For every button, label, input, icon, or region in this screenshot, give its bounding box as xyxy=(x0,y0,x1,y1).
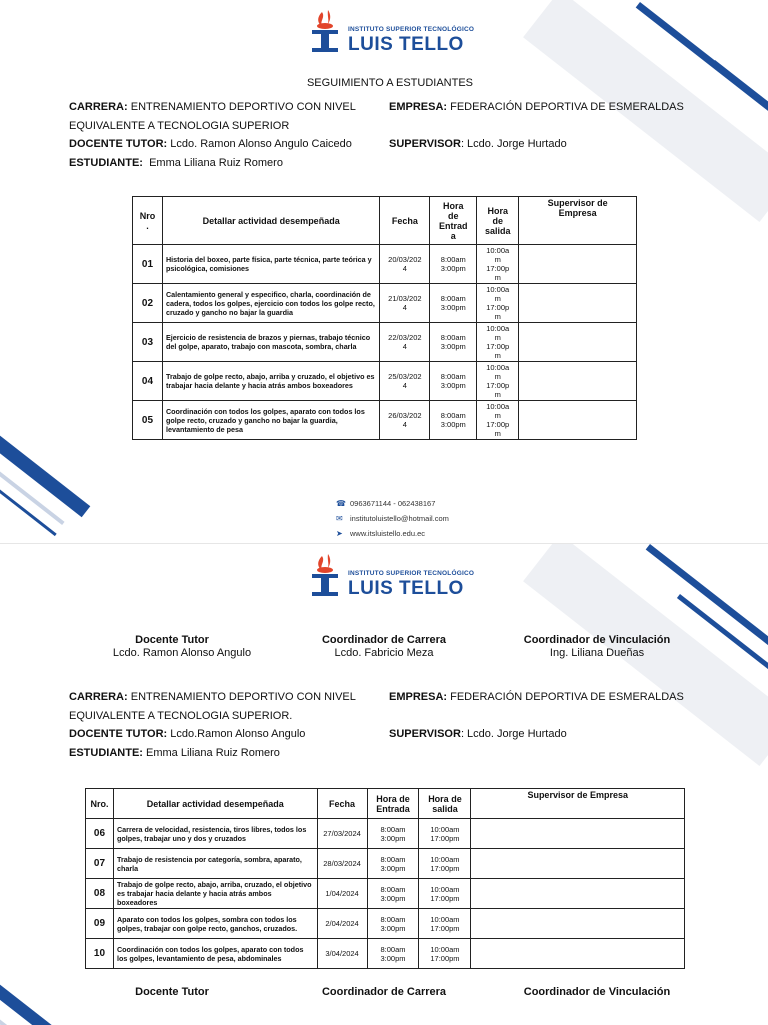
decor-stripe xyxy=(0,969,75,1025)
student-info-left xyxy=(69,98,389,172)
cell-supervisor-signature xyxy=(471,909,685,939)
cell-fecha: 22/03/202 4 xyxy=(380,323,430,362)
cell-salida: 10:00am 17:00pm xyxy=(419,819,471,849)
contact-phone: 0963671144 - 062438167 xyxy=(350,499,436,508)
cell-salida: 10:00a m 17:00p m xyxy=(477,401,519,440)
cell-supervisor-signature xyxy=(471,819,685,849)
activity-table-2 xyxy=(85,788,685,969)
carrera-value: ENTRENAMIENTO DEPORTIVO CON NIVEL xyxy=(130,691,356,703)
table-header-cell: Nro. xyxy=(86,789,114,819)
cell-supervisor-signature xyxy=(471,939,685,969)
empresa-value: FEDERACIÓN DEPORTIVA DE ESMERALDAS xyxy=(450,101,684,113)
table-header-cell: Hora de salida xyxy=(477,197,519,245)
cell-entrada: 8:00am 3:00pm xyxy=(367,909,419,939)
estudiante-label: ESTUDIANTE: xyxy=(69,746,143,759)
cell-entrada: 8:00am 3:00pm xyxy=(367,939,419,969)
cell-nro: 02 xyxy=(133,284,163,323)
table-row xyxy=(133,323,637,362)
table-row xyxy=(133,401,637,440)
cell-nro: 03 xyxy=(133,323,163,362)
table-header-cell: Hora de Entrada xyxy=(367,789,419,819)
contact-block xyxy=(336,496,449,541)
cell-supervisor-signature xyxy=(519,245,637,284)
cell-supervisor-signature xyxy=(519,401,637,440)
torch-icon xyxy=(308,8,344,54)
cell-supervisor-signature xyxy=(519,362,637,401)
signature-coordinador-carrera xyxy=(304,634,464,660)
cell-entrada: 8:00am 3:00pm xyxy=(430,323,477,362)
cell-act: Trabajo de resistencia por categoría, sombra, aparato, charla xyxy=(113,849,317,879)
supervisor-label: SUPERVISOR xyxy=(389,728,461,740)
sig-name: Lcdo. Fabricio Meza xyxy=(334,647,434,659)
cursor-icon: ➤ xyxy=(336,529,343,538)
carrera-label: CARRERA: xyxy=(69,691,128,703)
institution-logo xyxy=(308,552,474,598)
cell-fecha: 2/04/2024 xyxy=(317,909,367,939)
table-row xyxy=(86,819,685,849)
table-header-cell: Detallar actividad desempeñada xyxy=(162,197,379,245)
cell-fecha: 26/03/202 4 xyxy=(380,401,430,440)
cell-salida: 10:00a m 17:00p m xyxy=(477,362,519,401)
estudiante-label: ESTUDIANTE: xyxy=(69,156,143,169)
sig-title: Coordinador de Vinculación xyxy=(523,634,671,646)
cell-act: Coordinación con todos los golpes, aparato con todos los golpes, levantamiento de pesa, abdominales xyxy=(113,939,317,969)
table-row xyxy=(86,849,685,879)
docente-value: Lcdo. Ramon Alonso Angulo Caicedo xyxy=(170,138,352,150)
carrera-value-line2: EQUIVALENTE A TECNOLOGIA SUPERIOR. xyxy=(69,709,293,722)
carrera-label: CARRERA: xyxy=(69,101,128,113)
sig-title: Docente Tutor xyxy=(135,634,209,646)
signature-coordinador-vinculacion xyxy=(507,634,687,660)
table-header-cell: Fecha xyxy=(380,197,430,245)
carrera-value: ENTRENAMIENTO DEPORTIVO CON NIVEL xyxy=(130,101,356,113)
estudiante-value: Emma Liliana Ruiz Romero xyxy=(146,746,280,759)
document-page-2 xyxy=(0,543,768,1025)
cell-salida: 10:00a m 17:00p m xyxy=(477,323,519,362)
student-info-left xyxy=(69,688,389,762)
cell-act: Historia del boxeo, parte física, parte técnica, parte teórica y psicológica, comisiones xyxy=(162,245,379,284)
cell-nro: 08 xyxy=(86,879,114,909)
contact-web[interactable]: www.itsluistello.edu.ec xyxy=(350,529,426,538)
supervisor-label: SUPERVISOR xyxy=(389,138,461,150)
empresa-label: EMPRESA: xyxy=(389,101,448,113)
sig-name: Lcdo. Ramon Alonso Angulo xyxy=(112,647,252,659)
table-header-cell: Detallar actividad desempeñada xyxy=(113,789,317,819)
activity-table-1 xyxy=(132,196,637,440)
cell-act: Calentamiento general y especifico, charla, coordinación de cadera, todos los golpes, ejercicio con todos los golpe recto, cruzado y gancho no bajar la guardia xyxy=(162,284,379,323)
cell-salida: 10:00am 17:00pm xyxy=(419,939,471,969)
docente-label: DOCENTE TUTOR: xyxy=(69,138,168,150)
email-icon: ✉ xyxy=(336,514,343,523)
table-header-cell: Supervisor de Empresa xyxy=(519,197,637,245)
cell-fecha: 25/03/202 4 xyxy=(380,362,430,401)
supervisor-value: : Lcdo. Jorge Hurtado xyxy=(460,138,567,150)
table-row xyxy=(133,245,637,284)
table-row xyxy=(86,909,685,939)
estudiante-value: Emma Liliana Ruiz Romero xyxy=(149,156,283,169)
contact-email: institutoluistello@hotmail.com xyxy=(350,514,449,523)
cell-salida: 10:00am 17:00pm xyxy=(419,849,471,879)
empresa-value: FEDERACIÓN DEPORTIVA DE ESMERALDAS xyxy=(450,691,684,703)
cell-supervisor-signature xyxy=(471,879,685,909)
institution-name: LUIS TELLO xyxy=(348,578,464,599)
cell-entrada: 8:00am 3:00pm xyxy=(367,819,419,849)
table-row xyxy=(133,362,637,401)
cell-fecha: 27/03/2024 xyxy=(317,819,367,849)
cell-nro: 06 xyxy=(86,819,114,849)
cell-entrada: 8:00am 3:00pm xyxy=(430,362,477,401)
institution-subtitle: INSTITUTO SUPERIOR TECNOLÓGICO xyxy=(348,25,475,33)
cell-act: Ejercicio de resistencia de brazos y piernas, trabajo técnico del golpe, aparato, trabajo con mascota, sombra, charla xyxy=(162,323,379,362)
cell-salida: 10:00am 17:00pm xyxy=(419,909,471,939)
institution-subtitle: INSTITUTO SUPERIOR TECNOLÓGICO xyxy=(348,569,475,577)
sig-title: Coordinador de Carrera xyxy=(321,634,447,646)
cell-salida: 10:00a m 17:00p m xyxy=(477,245,519,284)
institution-logo xyxy=(308,8,474,54)
sig-title: Coordinador de Carrera xyxy=(321,986,447,998)
page-title: SEGUIMIENTO A ESTUDIANTES xyxy=(306,77,474,89)
signature-docente xyxy=(92,634,252,660)
cell-fecha: 1/04/2024 xyxy=(317,879,367,909)
cell-entrada: 8:00am 3:00pm xyxy=(367,849,419,879)
cell-entrada: 8:00am 3:00pm xyxy=(430,245,477,284)
cell-act: Trabajo de golpe recto, abajo, arriba y cruzado, el objetivo es trabajar hacia delante y hacia atrás ambos boxeadores xyxy=(162,362,379,401)
cell-nro: 04 xyxy=(133,362,163,401)
bottom-signature-coordinador-carrera xyxy=(304,986,464,999)
table-header-cell: Hora de salida xyxy=(419,789,471,819)
cell-act: Carrera de velocidad, resistencia, tiros libres, todos los golpes, trabajar uno y dos y cruzados xyxy=(113,819,317,849)
cell-fecha: 21/03/202 4 xyxy=(380,284,430,323)
table-header-cell: Nro . xyxy=(133,197,163,245)
docente-value: Lcdo.Ramon Alonso Angulo xyxy=(170,728,306,740)
table-row xyxy=(86,939,685,969)
table-header-cell: Hora de Entrad a xyxy=(430,197,477,245)
cell-entrada: 8:00am 3:00pm xyxy=(430,284,477,323)
cell-act: Aparato con todos los golpes, sombra con todos los golpes, trabajar con golpe recto, ganchos, cruzados. xyxy=(113,909,317,939)
table-row xyxy=(86,879,685,909)
cell-salida: 10:00a m 17:00p m xyxy=(477,284,519,323)
carrera-value-line2: EQUIVALENTE A TECNOLOGIA SUPERIOR xyxy=(69,119,290,132)
cell-nro: 01 xyxy=(133,245,163,284)
cell-entrada: 8:00am 3:00pm xyxy=(430,401,477,440)
table-row xyxy=(133,284,637,323)
supervisor-value: : Lcdo. Jorge Hurtado xyxy=(460,728,567,740)
cell-supervisor-signature xyxy=(519,323,637,362)
cell-entrada: 8:00am 3:00pm xyxy=(367,879,419,909)
cell-fecha: 3/04/2024 xyxy=(317,939,367,969)
sig-title: Coordinador de Vinculación xyxy=(523,986,671,998)
sig-title: Docente Tutor xyxy=(135,986,209,998)
cell-fecha: 28/03/2024 xyxy=(317,849,367,879)
cell-supervisor-signature xyxy=(519,284,637,323)
bottom-signature-coordinador-vinculacion xyxy=(507,986,687,999)
student-info-right xyxy=(389,688,729,744)
bottom-signature-docente xyxy=(92,986,252,999)
empresa-label: EMPRESA: xyxy=(389,691,448,703)
cell-salida: 10:00am 17:00pm xyxy=(419,879,471,909)
sig-name: Ing. Liliana Dueñas xyxy=(549,647,645,659)
table-header-cell: Supervisor de Empresa xyxy=(471,789,685,819)
cell-fecha: 20/03/202 4 xyxy=(380,245,430,284)
cell-nro: 09 xyxy=(86,909,114,939)
cell-act: Trabajo de golpe recto, abajo, arriba, cruzado, el objetivo es trabajar hacia delante y hacia atrás ambos boxeadores xyxy=(113,879,317,909)
phone-icon: ☎ xyxy=(336,499,346,508)
cell-supervisor-signature xyxy=(471,849,685,879)
torch-icon xyxy=(308,552,344,598)
cell-nro: 05 xyxy=(133,401,163,440)
institution-name: LUIS TELLO xyxy=(348,34,464,55)
table-header-cell: Fecha xyxy=(317,789,367,819)
cell-nro: 10 xyxy=(86,939,114,969)
student-info-right xyxy=(389,98,729,154)
cell-nro: 07 xyxy=(86,849,114,879)
docente-label: DOCENTE TUTOR: xyxy=(69,728,168,740)
cell-act: Coordinación con todos los golpes, aparato con todos los golpe recto, cruzado y gancho no bajar la guardia, levantamiento de pesa xyxy=(162,401,379,440)
